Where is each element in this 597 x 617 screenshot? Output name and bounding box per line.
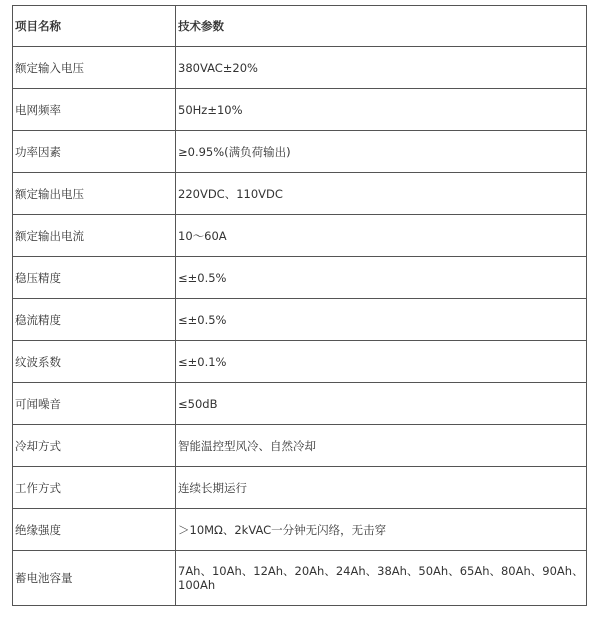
table-row — [13, 299, 587, 341]
table-row — [13, 89, 587, 131]
item-name-cell: 稳流精度 — [13, 299, 176, 341]
item-name-cell: 电网频率 — [13, 89, 176, 131]
table-row — [13, 467, 587, 509]
param-value-cell: 连续长期运行 — [176, 467, 587, 509]
header-row — [13, 6, 587, 47]
item-name-cell: 蓄电池容量 — [13, 551, 176, 606]
table-row — [13, 173, 587, 215]
header-item-name: 项目名称 — [13, 6, 176, 47]
param-value-cell: ≤±0.1% — [176, 341, 587, 383]
param-value-cell: 智能温控型风冷、自然冷却 — [176, 425, 587, 467]
param-value-cell: ＞10MΩ、2kVAC一分钟无闪络，无击穿 — [176, 509, 587, 551]
table-row — [13, 257, 587, 299]
param-value-cell: 220VDC、110VDC — [176, 173, 587, 215]
param-value-cell: 7Ah、10Ah、12Ah、20Ah、24Ah、38Ah、50Ah、65Ah、80Ah、90Ah、100Ah — [176, 551, 587, 606]
table-row — [13, 131, 587, 173]
table-row — [13, 509, 587, 551]
item-name-cell: 额定输入电压 — [13, 47, 176, 89]
header-tech-params: 技术参数 — [176, 6, 587, 47]
table-row — [13, 551, 587, 606]
param-value-cell: 10～60A — [176, 215, 587, 257]
item-name-cell: 额定输出电压 — [13, 173, 176, 215]
item-name-cell: 绝缘强度 — [13, 509, 176, 551]
table-row — [13, 425, 587, 467]
item-name-cell: 工作方式 — [13, 467, 176, 509]
table-row — [13, 47, 587, 89]
spec-table — [12, 5, 587, 606]
table-row — [13, 341, 587, 383]
param-value-cell: ≤50dB — [176, 383, 587, 425]
item-name-cell: 冷却方式 — [13, 425, 176, 467]
item-name-cell: 功率因素 — [13, 131, 176, 173]
item-name-cell: 稳压精度 — [13, 257, 176, 299]
table-row — [13, 215, 587, 257]
param-value-cell: ≤±0.5% — [176, 299, 587, 341]
param-value-cell: 380VAC±20% — [176, 47, 587, 89]
item-name-cell: 额定输出电流 — [13, 215, 176, 257]
table-row — [13, 383, 587, 425]
param-value-cell: 50Hz±10% — [176, 89, 587, 131]
item-name-cell: 可闻噪音 — [13, 383, 176, 425]
param-value-cell: ≤±0.5% — [176, 257, 587, 299]
param-value-cell: ≥0.95%(满负荷输出) — [176, 131, 587, 173]
item-name-cell: 纹波系数 — [13, 341, 176, 383]
